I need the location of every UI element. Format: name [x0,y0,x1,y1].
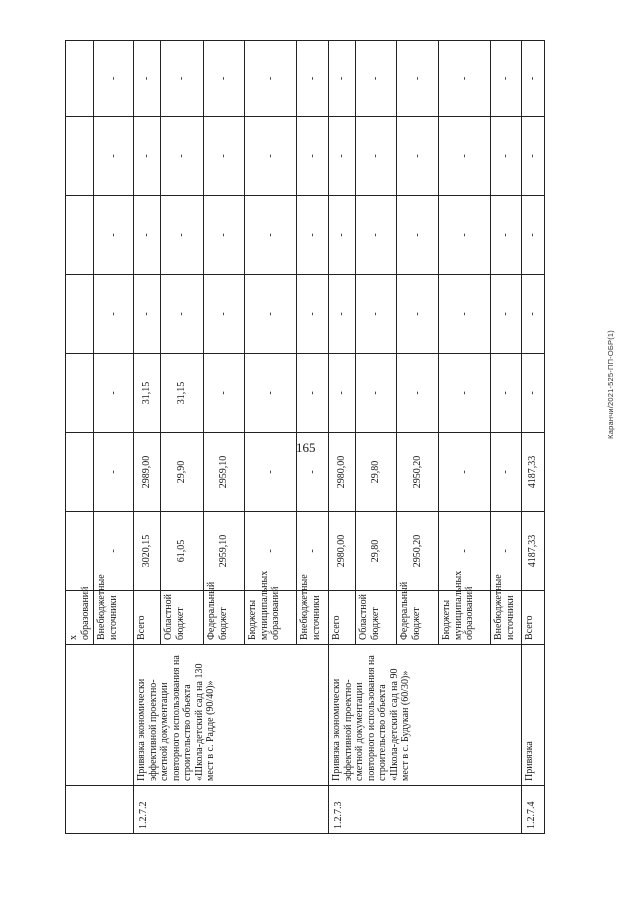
source-cell: Федеральный бюджет [397,591,439,645]
value-cell: - [297,354,329,433]
source-cell: Федеральный бюджет [204,591,245,645]
source-cell: Всего [134,591,161,645]
value-cell: - [491,41,522,117]
value-cell: - [397,117,439,196]
value-cell: - [134,196,161,275]
value-cell: - [491,354,522,433]
value-cell: - [204,275,245,354]
value-cell: - [439,41,491,117]
value-cell: - [134,275,161,354]
value-cell: - [522,117,545,196]
value-cell: - [439,512,491,591]
value-cell: - [356,275,397,354]
value-cell: - [94,512,134,591]
rotated-table-frame [65,41,539,834]
value-cell: 29,80 [356,512,397,591]
value-cell: - [439,354,491,433]
value-cell: - [297,512,329,591]
document-stamp: Каранчи/2021-525-ПП-ОБР(1) [606,330,615,439]
value-cell: - [297,41,329,117]
source-cell: Внебюджетные источники [94,591,134,645]
value-cell: 2989,00 [134,433,161,512]
table-row [66,41,94,834]
value-cell: - [204,117,245,196]
value-cell: - [356,354,397,433]
table-row [134,41,161,834]
value-cell [66,275,94,354]
value-cell: - [161,41,204,117]
value-cell: - [356,196,397,275]
value-cell: - [397,196,439,275]
value-cell [66,433,94,512]
value-cell: - [329,275,356,354]
value-cell: - [245,41,297,117]
value-cell: - [491,512,522,591]
value-cell: - [522,275,545,354]
value-cell: 2959,10 [204,433,245,512]
value-cell: - [134,117,161,196]
page-number: 165 [296,440,316,455]
source-cell: Всего [522,591,545,645]
value-cell [66,41,94,117]
value-cell [66,512,94,591]
value-cell: - [204,354,245,433]
name-cell [66,645,134,786]
value-cell: 4187,33 [522,433,545,512]
value-cell: - [94,41,134,117]
value-cell: 29,90 [161,433,204,512]
value-cell: - [439,117,491,196]
value-cell: - [491,196,522,275]
value-cell: 29,80 [356,433,397,512]
value-cell: - [297,117,329,196]
value-cell: - [439,275,491,354]
table-row [522,41,545,834]
value-cell: - [439,196,491,275]
value-cell: - [161,117,204,196]
value-cell: - [297,196,329,275]
value-cell: - [94,117,134,196]
value-cell: 2980,00 [329,512,356,591]
source-cell: Внебюджетные источники [491,591,522,645]
item-name: Привязка экономически эффективной проектно-сметной документации повторного использования на строительство объекта «Школа-детский сад на 90 мест в с. Будукан (60/30)» [329,645,522,786]
value-cell: - [356,117,397,196]
value-cell: 2980,00 [329,433,356,512]
value-cell: - [491,275,522,354]
value-cell: - [94,433,134,512]
value-cell: - [522,196,545,275]
value-cell: - [439,433,491,512]
value-cell: 61,05 [161,512,204,591]
value-cell: - [356,41,397,117]
budget-table [65,40,545,834]
value-cell: - [245,433,297,512]
value-cell: 31,15 [134,354,161,433]
value-cell: - [297,433,329,512]
value-cell: - [329,117,356,196]
item-name: Привязка [522,645,545,786]
value-cell [66,354,94,433]
value-cell: - [397,354,439,433]
value-cell: - [522,354,545,433]
source-cell: Областной бюджет [356,591,397,645]
value-cell: - [329,196,356,275]
value-cell: 2959,10 [204,512,245,591]
value-cell: - [245,275,297,354]
value-cell: - [245,196,297,275]
value-cell: - [491,433,522,512]
code-cell [66,786,134,834]
value-cell: - [329,41,356,117]
item-name: Привязка экономически эффективной проектно-сметной документации повторного использования на строительство объекта «Школа-детский сад на 130 мест в с. Радде (90/40)» [134,645,329,786]
value-cell: 4187,33 [522,512,545,591]
value-cell: - [297,275,329,354]
source-cell: Бюджеты муниципальных образований [245,591,297,645]
value-cell: - [522,41,545,117]
value-cell: - [491,117,522,196]
value-cell: - [204,196,245,275]
source-cell: х образований [66,591,94,645]
value-cell: - [94,275,134,354]
value-cell: - [134,41,161,117]
value-cell: - [397,41,439,117]
value-cell: 2950,20 [397,512,439,591]
item-code: 1.2.7.2 [134,786,329,834]
table-row [329,41,356,834]
value-cell: - [94,354,134,433]
value-cell: 2950,20 [397,433,439,512]
source-cell: Бюджеты муниципальных образований [439,591,491,645]
value-cell [66,196,94,275]
item-code: 1.2.7.4 [522,786,545,834]
value-cell [66,117,94,196]
value-cell: 31,15 [161,354,204,433]
value-cell: - [245,354,297,433]
item-code: 1.2.7.3 [329,786,522,834]
value-cell: 3020,15 [134,512,161,591]
source-cell: Внебюджетные источники [297,591,329,645]
value-cell: - [329,354,356,433]
value-cell: - [161,275,204,354]
value-cell: - [397,275,439,354]
value-cell: - [245,512,297,591]
source-cell: Областной бюджет [161,591,204,645]
value-cell: - [94,196,134,275]
source-cell: Всего [329,591,356,645]
value-cell: - [204,41,245,117]
value-cell: - [161,196,204,275]
value-cell: - [245,117,297,196]
